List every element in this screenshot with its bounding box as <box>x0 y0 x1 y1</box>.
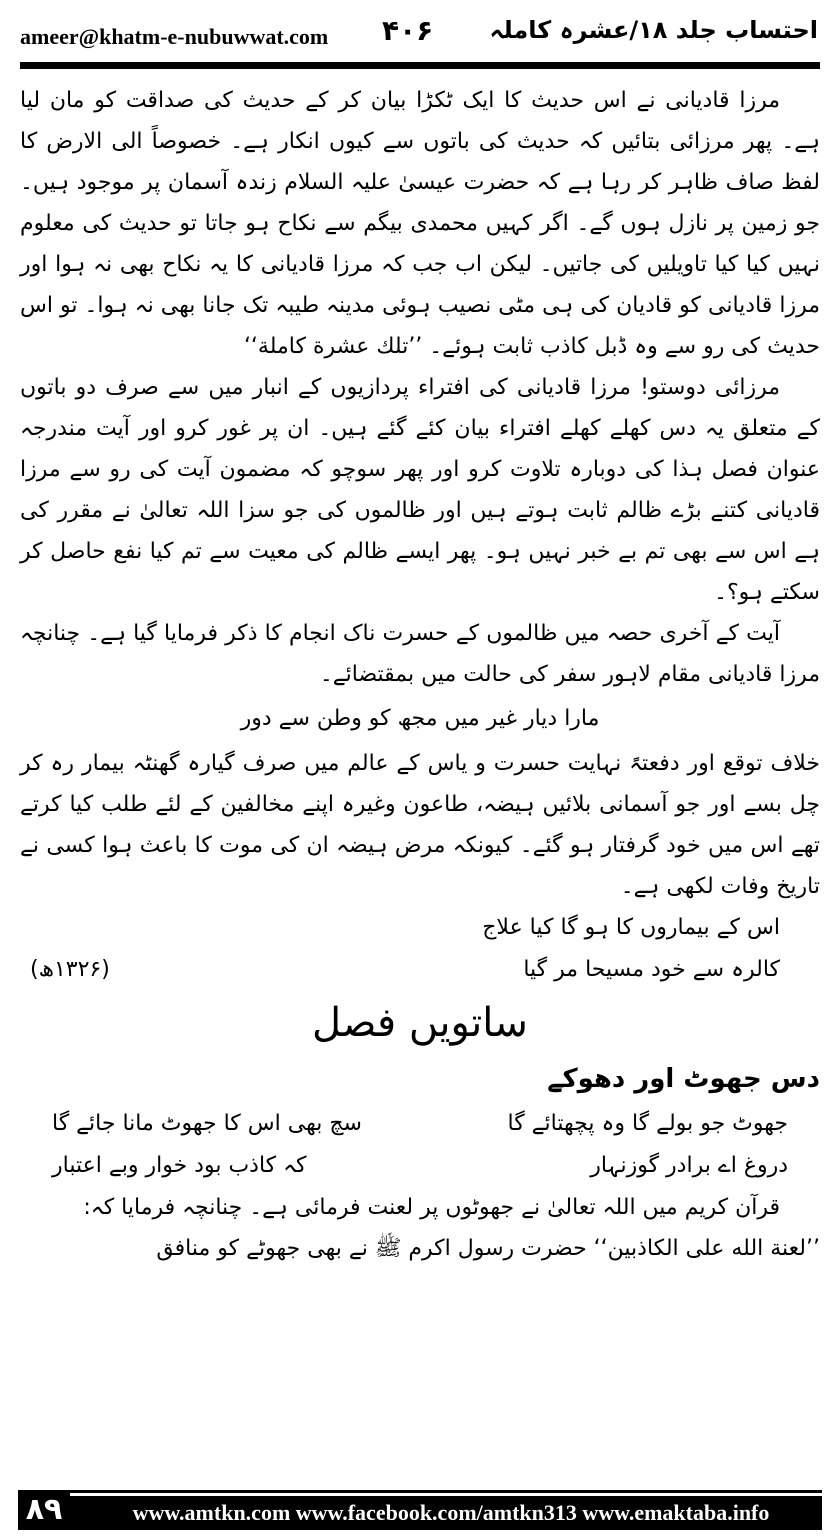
couplet-1-right: جھوٹ جو بولے گا وہ پچھتائے گا <box>507 1111 788 1136</box>
couplet-2 <box>20 1145 820 1187</box>
poem-line-2-text: کالرہ سے خود مسیحا مر گیا <box>523 957 780 982</box>
footer-rule <box>70 1490 822 1493</box>
poem-year: (۱۳۲۶ھ) <box>30 957 110 982</box>
poem-line-1: اس کے بیماروں کا ہو گا کیا علاج <box>482 915 780 940</box>
couplet-1 <box>20 1103 820 1145</box>
paragraph-3: آیت کے آخری حصہ میں ظالموں کے حسرت ناک انجام کا ذکر فرمایا گیا ہے۔ چنانچہ مرزا قادیانی مقام لاہور سفر کی حالت میں بمقتضائے۔ <box>20 621 820 687</box>
paragraph-2: مرزائی دوستو! مرزا قادیانی کی افتراء پردازیوں کے انبار میں سے صرف دو باتوں کے متعلق یہ دس کھلے کھلے افتراء بیان کئے گئے ہیں۔ ان پر غور کرو اور آیت مندرجہ عنوان فصل ہذا کی دوبارہ تلاوت کرو اور پھر سوچو کہ مضمون آیت کی رو سے مرزا قادیانی کتنے بڑے ظالم ثابت ہوتے ہیں اور ظالموں کی جو سزا اللہ تعالیٰ نے مقرر کی ہے اس سے بھی تم بے خبر نہیں ہو۔ پھر ایسے ظالم کی معیت سے تم کیا نفع حاصل کر سکتے ہو؟۔ <box>20 375 820 605</box>
footer-links[interactable]: www.amtkn.com www.facebook.com/amtkn313 www.emaktaba.info <box>132 1500 770 1525</box>
page-number: ۴۰۶ <box>382 14 434 47</box>
page-footer <box>18 1490 822 1530</box>
chapter-title: ساتویں فصل <box>312 1000 528 1046</box>
page-header <box>0 0 840 60</box>
header-email[interactable]: ameer@khatm-e-nubuwwat.com <box>20 24 329 49</box>
book-title: احتساب جلد ۱۸/عشرہ کاملہ <box>489 16 818 44</box>
paragraph-1: مرزا قادیانی نے اس حدیث کا ایک ٹکڑا بیان کر کے حدیث کی صداقت کو مان لیا ہے۔ پھر مرزائی بتائیں کہ حدیث کی باتوں سے کیوں انکار ہے۔ خصوصاً الی الارض کا لفظ صاف ظاہر کر رہا ہے کہ حضرت عیسیٰ علیہ السلام زندہ آسمان پر موجود ہیں۔ جو زمین پر نازل ہوں گے۔ اگر کہیں محمدی بیگم سے نکاح ہو جاتا تو حدیث کی معلوم نہیں کیا کیا تاویلیں کی جاتیں۔ لیکن اب جب کہ مرزا قادیانی کا یہ نکاح بھی نہ ہوا اور مرزا قادیانی کو قادیان کی ہی مٹی نصیب ہوئی مدینہ طیبہ تک جانا بھی نہ ہوا۔ تو اس حدیث کی رو سے وہ ڈبل کاذب ثابت ہوئے۔ ’’تلك عشرة كاملة‘‘ <box>20 88 820 359</box>
quote-last-line: ’’لعنة الله على الكاذبين‘‘ حضرت رسول اکرم ﷺ نے بھی جھوٹے کو منافق <box>156 1236 820 1261</box>
poem-line-2 <box>20 949 820 991</box>
page-body <box>20 80 820 1269</box>
couplet-1-left: سچ بھی اس کا جھوٹ مانا جائے گا <box>52 1111 362 1136</box>
quote-intro: قرآن کریم میں اللہ تعالیٰ نے جھوٹوں پر لعنت فرمائی ہے۔ چنانچہ فرمایا کہ: <box>83 1195 780 1220</box>
footer-page-number: ۸۹ <box>18 1490 70 1530</box>
verse-line: مارا دیار غیر میں مجھ کو وطن سے دور <box>240 706 600 731</box>
couplet-2-left: کہ کاذب بود خوار وبے اعتبار <box>52 1153 307 1178</box>
couplet-2-right: دروغ اے برادر گوزنہار <box>590 1153 788 1178</box>
header-divider <box>20 62 820 69</box>
paragraph-4: خلاف توقع اور دفعتہً نہایت حسرت و یاس کے عالم میں صرف گیارہ گھنٹہ بیمار رہ کر چل بسے اور جو آسمانی بلائیں ہیضہ، طاعون وغیرہ اپنے مخالفین کے لئے طلب کیا کرتے تھے اس میں خود گرفتار ہو گئے۔ کیونکہ مرض ہیضہ ان کی موت کا باعث ہوا کسی نے تاریخ وفات لکھی ہے۔ <box>20 751 820 899</box>
section-subhead: دس جھوٹ اور دھوکے <box>547 1064 820 1094</box>
